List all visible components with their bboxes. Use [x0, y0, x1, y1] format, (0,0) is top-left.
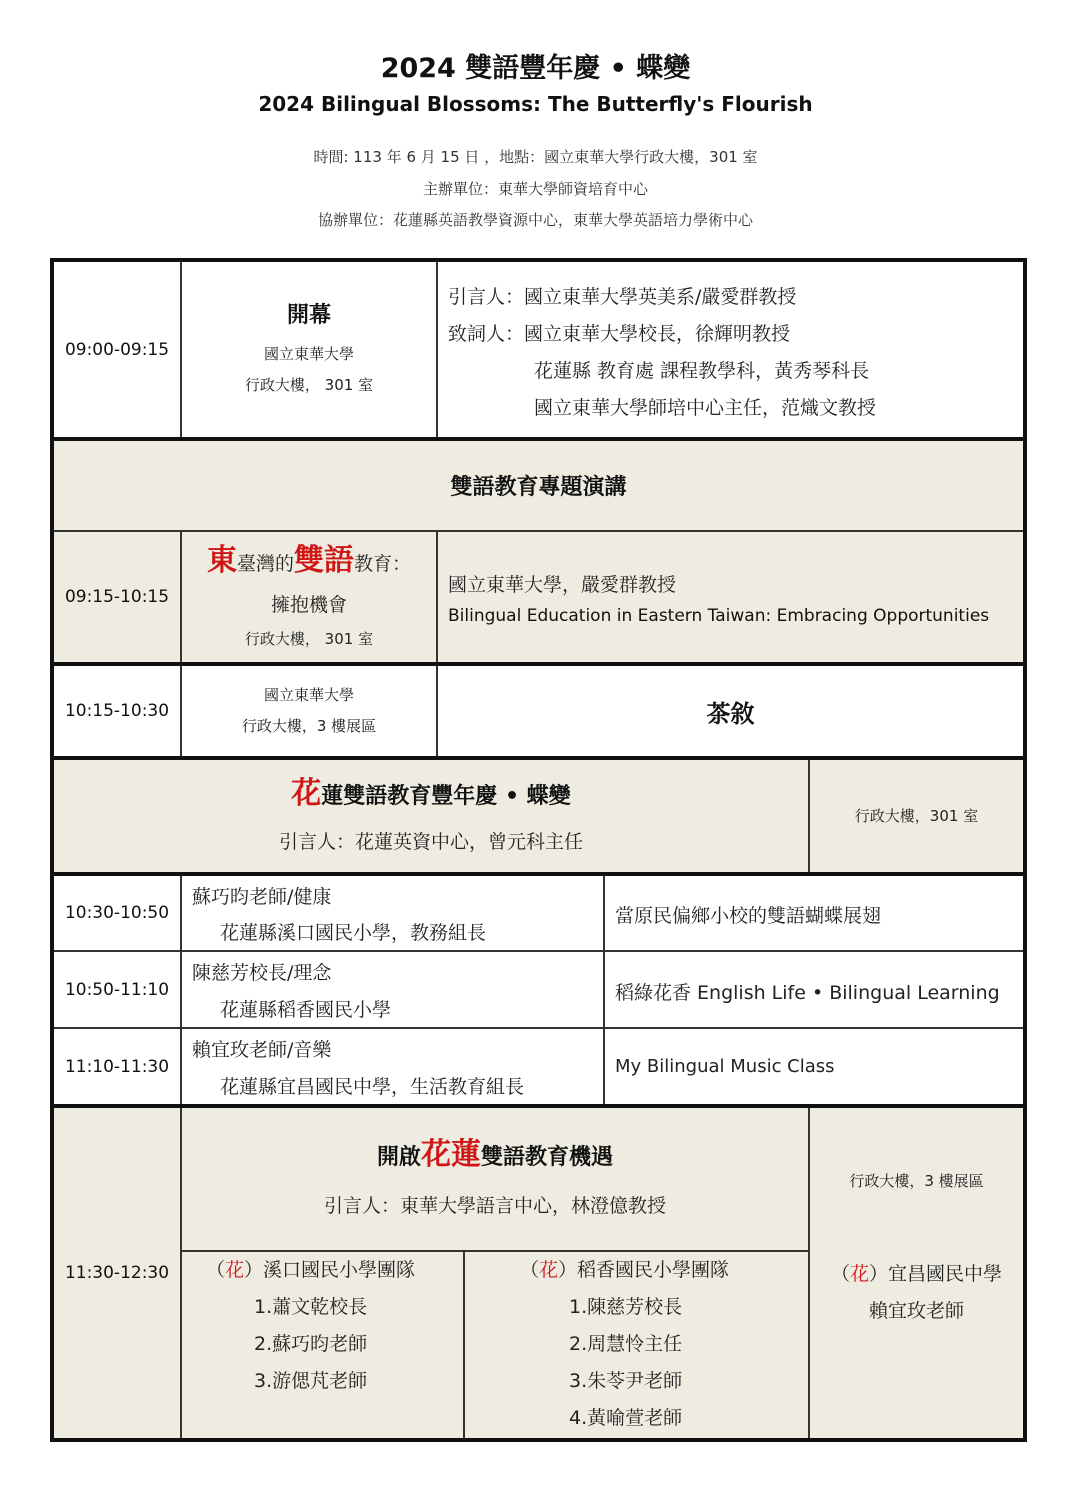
team-member: 1.蕭文乾校長	[254, 1296, 368, 1318]
opening-title: 開幕	[286, 303, 331, 328]
keynote-topic-line-2: 擁抱機會	[270, 594, 347, 616]
session-title: 花蓮雙語教育豐年慶 • 蝶變	[291, 776, 571, 811]
keynote-talk-title: Bilingual Education in Eastern Taiwan: Embracing Opportunities	[448, 606, 990, 626]
talk-topic-cell	[605, 1029, 1023, 1104]
time-cell: 11:10-11:30	[64, 1056, 170, 1077]
session-location: 行政大樓，301 室	[810, 760, 1023, 872]
event-title-zh: 2024 雙語豐年慶 • 蝶變	[380, 53, 691, 84]
speaker-line-1: 致詞人：國立東華大學校長，徐輝明教授	[448, 323, 791, 345]
time-cell: 10:15-10:30	[64, 701, 170, 721]
time-cell: 09:15-10:15	[54, 532, 180, 662]
moderator-line: 引言人：國立東華大學英美系/嚴愛群教授	[448, 286, 797, 308]
talk-speaker: 蘇巧昀老師/健康	[192, 886, 332, 908]
team-member: 4.黃喻萱老師	[569, 1407, 683, 1429]
speaker-line-3: 國立東華大學師培中心主任，范熾文教授	[534, 397, 877, 419]
keynote-location: 行政大樓， 301 室	[244, 630, 374, 648]
session-moderator: 引言人：東華大學語言中心，林澄億教授	[323, 1195, 666, 1217]
time-cell: 09:00-09:15	[64, 339, 170, 360]
opening-speakers	[438, 276, 1023, 436]
location-line-1: 國立東華大學	[263, 345, 354, 363]
team-member: 2.蘇巧昀老師	[254, 1333, 368, 1355]
time-cell: 10:30-10:50	[64, 903, 170, 923]
session-moderator: 引言人：花蓮英資中心，曾元科主任	[278, 831, 583, 853]
keynote-topic-line-1: 東臺灣的雙語教育：	[206, 543, 412, 578]
team-1	[182, 1252, 463, 1438]
talk-speaker: 賴宜玫老師/音樂	[192, 1039, 332, 1061]
team-member: 賴宜玫老師	[868, 1300, 964, 1322]
team-member: 3.朱苓尹老師	[569, 1370, 683, 1392]
event-title-en: 2024 Bilingual Blossoms: The Butterfly's Flourish	[258, 92, 813, 116]
session-header-hualien	[54, 760, 808, 872]
location-line-2: 行政大樓，3 樓展區	[241, 717, 377, 735]
talk-topic-cell	[605, 876, 1023, 950]
tea-location-cell	[182, 666, 436, 756]
session-location: 行政大樓，3 樓展區	[849, 1172, 984, 1190]
event-host: 主辦單位：東華大學師資培育中心	[422, 180, 648, 198]
session-location-column	[810, 1108, 1023, 1438]
time-cell: 11:30-12:30	[54, 1108, 180, 1438]
schedule-table	[50, 258, 1027, 1442]
talk-school: 花蓮縣稻香國民小學	[220, 999, 392, 1021]
talk-school: 花蓮縣宜昌國民中學，生活教育組長	[220, 1076, 525, 1098]
talk-school: 花蓮縣溪口國民小學，教務組長	[220, 922, 487, 944]
speaker-line-2: 花蓮縣 教育處 課程教學科，黃秀琴科長	[534, 360, 870, 382]
talk-speaker: 陳慈芳校長/理念	[192, 962, 332, 984]
keynote-section-header	[54, 441, 1023, 530]
team-member: 2.周慧怜主任	[569, 1333, 683, 1355]
talk-topic: My Bilingual Music Class	[615, 1056, 835, 1077]
keynote-speaker: 國立東華大學，嚴愛群教授	[448, 574, 677, 596]
tea-break-label: 茶敘	[706, 699, 755, 728]
tea-break-cell	[438, 666, 1023, 756]
keynote-title: 雙語教育專題演講	[450, 475, 627, 500]
talk-speaker-cell	[182, 876, 603, 950]
session-header-opportunities	[182, 1108, 808, 1250]
talk-speaker-cell	[182, 952, 603, 1027]
talk-topic: 稻綠花香 English Life • Bilingual Learning	[615, 982, 1000, 1004]
team-name: （花）稻香國民小學團隊	[520, 1259, 730, 1281]
location-line-2: 行政大樓， 301 室	[244, 376, 374, 394]
opening-cell	[182, 262, 436, 437]
team-name: （花）溪口國民小學團隊	[206, 1259, 416, 1281]
team-member: 1.陳慈芳校長	[569, 1296, 683, 1318]
event-cohost: 協辦單位：花蓮縣英語教學資源中心，東華大學英語培力學術中心	[317, 211, 753, 229]
team-name: （花）宜昌國民中學	[830, 1263, 1003, 1285]
team-3	[810, 1256, 1023, 1330]
team-member: 3.游偲芃老師	[254, 1370, 368, 1392]
location-line-1: 國立東華大學	[263, 686, 354, 704]
talk-topic: 當原民偏鄉小校的雙語蝴蝶展翅	[615, 905, 882, 927]
team-2	[465, 1252, 808, 1438]
session-title: 開啟花蓮雙語教育機遇	[376, 1137, 614, 1172]
keynote-speaker-cell	[438, 532, 1023, 662]
event-time-location: 時間: 113 年 6 月 15 日 ，地點：國立東華大學行政大樓，301 室	[313, 148, 758, 166]
talk-speaker-cell	[182, 1029, 603, 1104]
keynote-topic-cell	[182, 532, 436, 662]
talk-topic-cell	[605, 952, 1023, 1027]
time-cell: 10:50-11:10	[64, 979, 170, 1000]
